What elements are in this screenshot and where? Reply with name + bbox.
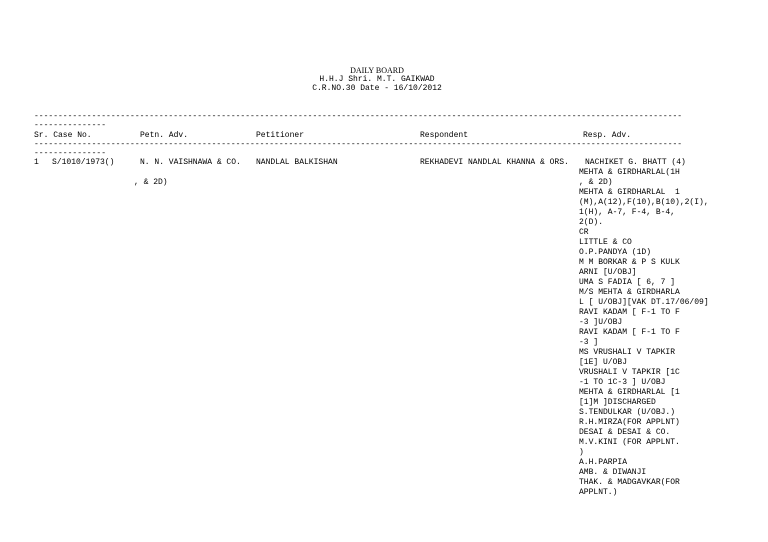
resp-adv-line: )	[579, 448, 584, 457]
rule-bottom-long: ---------------------------------------------------------------------------------------------------------------------------------------	[34, 140, 683, 149]
resp-adv-line: MEHTA & GIRDHARLAL 1	[579, 188, 680, 197]
row-resp-adv-first: NACHIKET G. BHATT (4)	[585, 158, 686, 167]
row-petitioner: NANDLAL BALKISHAN	[256, 158, 338, 167]
rule-top-long: ---------------------------------------------------------------------------------------------------------------------------------------	[34, 112, 683, 121]
col-petn-adv-header: Petn. Adv.	[140, 131, 189, 140]
resp-adv-line: 1(H), A-7, F-4, B-4,	[579, 208, 676, 217]
resp-adv-line: (M),A(12),F(10),B(10),2(I),	[579, 198, 709, 207]
resp-adv-line: VRUSHALI V TAPKIR [1C	[579, 368, 680, 377]
board-title: DAILY BOARD	[350, 66, 404, 75]
judge-name: H.H.J Shri. M.T. GAIKWAD	[319, 75, 435, 84]
resp-adv-line: ARNI [U/OBJ]	[579, 268, 637, 277]
row-petn-adv-cont: , & 2D)	[134, 178, 168, 187]
col-respondent-header: Respondent	[420, 131, 469, 140]
resp-adv-line: LITTLE & CO	[579, 238, 632, 247]
resp-adv-line: A.H.PARPIA	[579, 458, 628, 467]
resp-adv-line: THAK. & MADGAVKAR(FOR	[579, 478, 680, 487]
resp-adv-line: , & 2D)	[579, 178, 613, 187]
col-petitioner-header: Petitioner	[256, 131, 305, 140]
resp-adv-line: -3 ]	[579, 338, 599, 347]
col-resp-adv-header: Resp. Adv.	[583, 131, 632, 140]
resp-adv-list	[579, 168, 709, 498]
resp-adv-line: [1E] U/OBJ	[579, 358, 628, 367]
resp-adv-line: M.V.KINI (FOR APPLNT.	[579, 438, 680, 447]
resp-adv-line: S.TENDULKAR (U/OBJ.)	[579, 408, 676, 417]
row-sr-no: 1	[34, 158, 39, 167]
row-respondent: REKHADEVI NANDLAL KHANNA & ORS.	[420, 158, 569, 167]
resp-adv-line: UMA S FADIA [ 6, 7 ]	[579, 278, 676, 287]
resp-adv-line: M/S MEHTA & GIRDHARLA	[579, 288, 680, 297]
resp-adv-line: L [ U/OBJ][VAK DT.17/06/09]	[579, 298, 709, 307]
resp-adv-line: 2(D).	[579, 218, 604, 227]
resp-adv-line: MS VRUSHALI V TAPKIR	[579, 348, 676, 357]
resp-adv-line: -3 ]U/OBJ	[579, 318, 623, 327]
resp-adv-line: APPLNT.)	[579, 488, 618, 497]
resp-adv-line: RAVI KADAM [ F-1 TO F	[579, 328, 680, 337]
cr-date: C.R.NO.30 Date - 16/10/2012	[312, 84, 442, 93]
row-case-no: S/1010/1973()	[52, 158, 115, 167]
resp-adv-line: CR	[579, 228, 589, 237]
resp-adv-line: -1 TO 1C-3 ] U/OBJ	[579, 378, 666, 387]
resp-adv-line: AMB. & DIWANJI	[579, 468, 647, 477]
resp-adv-line: R.H.MIRZA(FOR APPLNT)	[579, 418, 680, 427]
resp-adv-line: M M BORKAR & P S KULK	[579, 258, 680, 267]
resp-adv-line: MEHTA & GIRDHARLAL(1H	[579, 168, 680, 177]
resp-adv-line: [1]M ]DISCHARGED	[579, 398, 656, 407]
row-petn-adv: N. N. VAISHNAWA & CO.	[140, 158, 241, 167]
rule-top-short: ---------------	[34, 121, 107, 130]
col-sr-case-header: Sr. Case No.	[34, 131, 92, 140]
resp-adv-line: O.P.PANDYA (1D)	[579, 248, 652, 257]
resp-adv-line: DESAI & DESAI & CO.	[579, 428, 671, 437]
resp-adv-line: MEHTA & GIRDHARLAL [1	[579, 388, 680, 397]
rule-bottom-short: ---------------	[34, 149, 107, 158]
resp-adv-line: RAVI KADAM [ F-1 TO F	[579, 308, 680, 317]
